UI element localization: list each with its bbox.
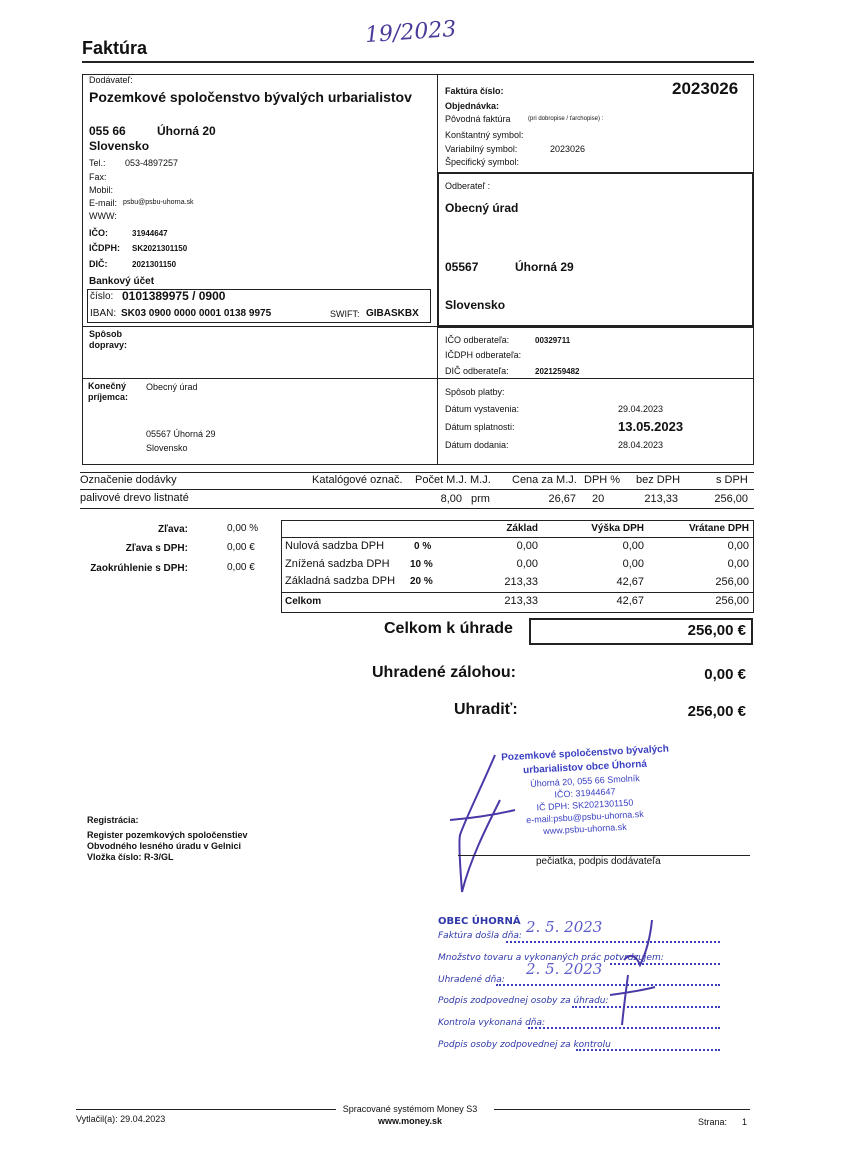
discount-vat-label: Zľava s DPH: [125,543,188,554]
office-stamp-hand-date-1: 2. 5. 2023 [526,918,603,936]
swift-value: GIBASKBX [366,308,419,319]
supplier-name: Pozemkové spoločenstvo bývalých urbarialistov [89,89,412,105]
footer-system: Spracované systémom Money S3 [342,1104,478,1114]
signature-mark [440,750,540,900]
office-stamp-line-4: Podpis zodpovednej osoby za úhradu: [438,996,609,1006]
customer-zip: 05567 [445,260,479,274]
vat-row-label: Nulová sadzba DPH [285,540,385,552]
stamp-line-4: IČO: 31944647 [554,786,616,800]
items-rule-bottom [80,508,754,509]
stamp-line-5: IČ DPH: SK2021301150 [536,797,634,813]
specific-symbol-label: Špecifický symbol: [445,157,520,167]
customer-ids-rule-top [437,327,754,328]
supplier-street: Úhorná 20 [157,124,216,138]
bank-account-label: Bankový účet [89,276,155,287]
iban-label: IBAN: [90,308,117,319]
recipient-rule [82,378,754,379]
vat-row-base: 0,00 [516,558,538,570]
vat-row-total: 0,00 [727,540,749,552]
supplier-icdph: SK2021301150 [132,244,188,253]
item-name: palivové drevo listnaté [80,492,189,504]
footer-page-label: Strana: [698,1117,728,1127]
transport-rule [82,326,437,327]
supplier-zip: 055 66 [89,124,126,138]
items-header-net: bez DPH [636,474,681,486]
item-net: 213,33 [644,493,678,505]
office-stamp-line-2: Množstvo tovaru a vykonaných prác potvrdzujem: [438,953,664,963]
recipient-label: Konečný príjemca: [88,381,129,402]
office-stamp-title: OBEC ÚHORNÁ [438,916,521,927]
vat-header-rule [281,537,754,538]
variable-symbol-label: Variabilný symbol: [445,144,518,154]
due-date-label: Dátum splatnosti: [445,422,515,432]
rounding-value: 0,00 € [227,562,255,573]
vat-row-amount: 0,00 [622,540,644,552]
stamp-line-1: Pozemkové spoločenstvo bývalých [500,743,670,764]
office-stamp-hand-date-2: 2. 5. 2023 [526,960,603,978]
item-gross: 256,00 [714,493,748,505]
supplier-email-label: E-mail: [89,198,118,208]
pay-label: Uhradiť: [454,701,518,718]
invoice-number-label: Faktúra číslo: [445,86,504,96]
office-stamp-line-1: Faktúra došla dňa: [438,931,522,941]
customer-icdph-label: IČDPH odberateľa: [445,350,522,360]
payment-method-label: Spôsob platby: [445,387,505,397]
title-rule [82,61,754,63]
supplier-country: Slovensko [89,139,150,153]
recipient-name: Obecný úrad [146,382,198,392]
vat-row-base: 0,00 [516,540,538,552]
supplier-icdph-label: IČDPH: [89,243,120,253]
vat-row-rate: 0 % [414,541,432,552]
item-vat: 20 [592,493,605,505]
stamp-line-2: urbarialistov obce Úhorná [522,758,648,777]
items-header-name: Označenie dodávky [80,474,177,486]
supplier-label: Dodávateľ: [89,75,133,85]
discount-label: Zľava: [158,524,188,535]
registration-line-1: Register pozemkových spoločenstiev [87,830,248,840]
customer-country: Slovensko [445,298,506,312]
footer-page-number: 1 [742,1117,748,1127]
supplier-ico-label: IČO: [89,228,108,238]
customer-ico: 00329711 [535,336,571,345]
stamp-line-6: e-mail:psbu@psbu-uhorna.sk [525,808,645,826]
items-header-unit: M.J. [470,474,491,486]
supplier-email: psbu@psbu-uhorna.sk [123,199,194,206]
items-header-catalog: Katalógové označ. [312,474,403,486]
supplier-dic: 2021301150 [132,260,177,269]
items-header-vat: DPH % [584,474,621,486]
original-invoice-label: Pôvodná faktúra [445,114,511,124]
item-qty: 8,00 [440,493,462,505]
variable-symbol: 2023026 [550,144,586,154]
items-rule-top [80,472,754,473]
registration-label: Registrácia: [87,815,139,825]
vat-total-value: 256,00 [715,595,749,607]
vat-row-total: 256,00 [715,576,749,588]
registration-line-2: Obvodného lesného úradu v Gelnici [87,841,242,851]
iban-value: SK03 0900 0000 0001 0138 9975 [121,308,272,319]
original-invoice-note: (pri dobropise / ťarchopise) : [528,116,604,122]
supplier-tel: 053-4897257 [125,158,179,168]
invoice-number: 2023026 [672,79,739,98]
supplier-mobil-label: Mobil: [89,185,114,195]
to-pay-value: 256,00 € [687,622,746,639]
vat-row-rate: 10 % [410,559,433,570]
bank-number-label: číslo: [90,291,114,302]
vat-total-rule [281,592,754,593]
issue-date-label: Dátum vystavenia: [445,404,520,414]
office-stamp-line-6: Podpis osoby zodpovednej za kontrolu [438,1040,611,1050]
items-rule-header [80,489,754,490]
rounding-label: Zaokrúhlenie s DPH: [90,563,188,574]
supplier-www-label: WWW: [89,211,117,221]
office-stamp-line-5: Kontrola vykonaná dňa: [438,1018,546,1028]
office-stamp-line-3: Uhradené dňa: [438,975,505,985]
discount-vat-value: 0,00 € [227,542,255,553]
office-signature-mark [600,915,670,1035]
supplier-fax-label: Fax: [89,172,107,182]
delivery-date: 28.04.2023 [618,440,664,450]
customer-label: Odberateľ : [445,181,491,191]
vat-total-label: Celkom [285,596,322,607]
issue-date: 29.04.2023 [618,404,664,414]
customer-dic: 2021259482 [535,367,580,376]
footer-rule-left [76,1109,336,1110]
handwritten-invoice-number: 19/2023 [364,16,458,49]
vat-total-base: 213,33 [504,595,538,607]
customer-street: Úhorná 29 [515,260,574,274]
customer-name: Obecný úrad [445,201,519,215]
swift-label: SWIFT: [330,309,360,319]
supplier-dic-label: DIČ: [89,259,108,269]
advance-value: 0,00 € [704,666,746,683]
vat-row-amount: 0,00 [622,558,644,570]
recipient-country: Slovensko [146,443,188,453]
vat-row-rate: 20 % [410,576,433,587]
vat-row-base: 213,33 [504,576,538,588]
signature-label: pečiatka, podpis dodávateľa [536,856,661,867]
supplier-tel-label: Tel.: [89,158,106,168]
vat-row-total: 0,00 [727,558,749,570]
customer-dic-label: DIČ odberateľa: [445,366,509,376]
page-title: Faktúra [82,38,148,58]
supplier-ico: 31944647 [132,229,168,238]
order-label: Objednávka: [445,101,500,111]
to-pay-label: Celkom k úhrade [384,620,513,637]
items-header-qty: Počet M.J. [415,474,467,486]
constant-symbol-label: Konštantný symbol: [445,130,524,140]
discount-value: 0,00 % [227,523,259,534]
item-price: 26,67 [548,493,576,505]
footer-rule-right [494,1109,750,1110]
stamp-line-7: www.psbu-uhorna.sk [543,821,627,837]
registration-line-3: Vložka číslo: R-3/GL [87,852,174,862]
vat-header-base: Základ [506,523,538,534]
pay-value: 256,00 € [687,703,746,720]
advance-label: Uhradené zálohou: [372,664,517,681]
footer-web: www.money.sk [377,1116,443,1126]
vat-row-label: Základná sadzba DPH [285,575,396,587]
bank-number: 0101389975 / 0900 [122,289,226,303]
vat-total-amount: 42,67 [616,595,644,607]
vat-row-amount: 42,67 [616,576,644,588]
customer-ico-label: IČO odberateľa: [445,335,510,345]
vat-header-total: Vrátane DPH [688,523,749,534]
recipient-address: 05567 Úhorná 29 [146,429,216,439]
transport-label: Spôsob dopravy: [89,329,128,350]
office-stamp-dots-6 [576,1049,720,1051]
due-date: 13.05.2023 [618,419,684,434]
vat-header-amount: Výška DPH [591,523,644,534]
items-header-gross: s DPH [716,474,748,486]
footer-printed: Vytlačil(a): 29.04.2023 [76,1114,166,1124]
vat-row-label: Znížená sadzba DPH [285,558,390,570]
items-header-price: Cena za M.J. [512,474,577,486]
stamp-line-3: Úhorná 20, 055 66 Smolník [530,773,640,789]
delivery-date-label: Dátum dodania: [445,440,509,450]
item-unit: prm [471,493,490,505]
